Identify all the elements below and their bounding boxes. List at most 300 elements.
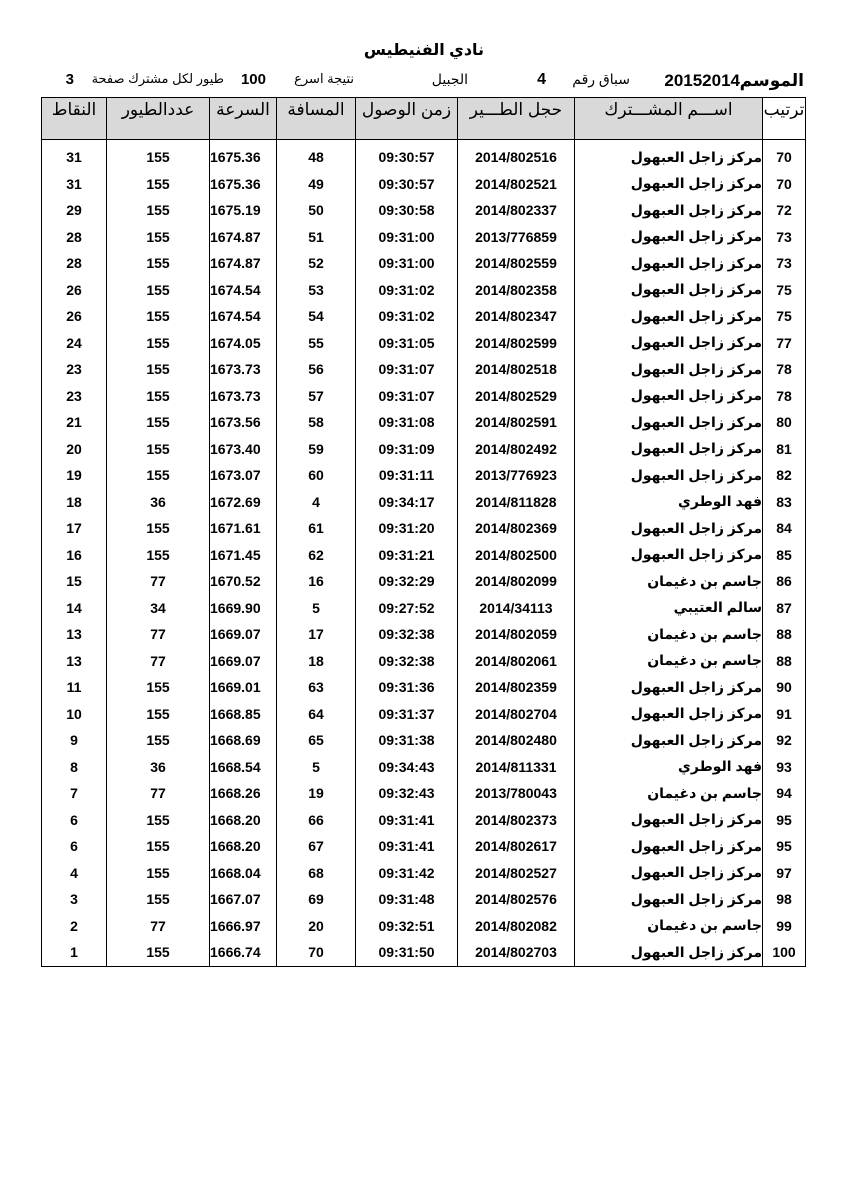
points-cell: 15 — [42, 568, 107, 595]
distance-cell: 48 — [277, 144, 356, 171]
rank-cell: 75 — [763, 303, 806, 330]
arrival-time-cell: 09:32:38 — [356, 621, 458, 648]
table-row — [42, 330, 806, 357]
participant-name-cell: مركز زاجل العبهول — [575, 674, 763, 701]
distance-cell: 69 — [277, 886, 356, 913]
rank-cell: 88 — [763, 621, 806, 648]
points-cell: 31 — [42, 144, 107, 171]
arrival-time-cell: 09:31:09 — [356, 436, 458, 463]
ring-number-cell: 2014/802358 — [458, 277, 575, 304]
arrival-time-cell: 09:31:20 — [356, 515, 458, 542]
column-header-rank: ترتيب — [763, 98, 806, 140]
participant-name-cell: مركز زاجل العبهول — [575, 833, 763, 860]
speed-cell: 1667.07 — [210, 886, 277, 913]
column-header-points: النقاط — [42, 98, 107, 140]
participant-name-cell: مركز زاجل العبهول — [575, 330, 763, 357]
speed-cell: 1668.20 — [210, 833, 277, 860]
speed-cell: 1673.56 — [210, 409, 277, 436]
ring-number-cell: 2014/802704 — [458, 701, 575, 728]
table-row — [42, 303, 806, 330]
rank-cell: 95 — [763, 807, 806, 834]
points-cell: 23 — [42, 356, 107, 383]
rank-cell: 87 — [763, 595, 806, 622]
speed-cell: 1675.36 — [210, 171, 277, 198]
rank-cell: 82 — [763, 462, 806, 489]
table-row — [42, 489, 806, 516]
arrival-time-cell: 09:31:50 — [356, 939, 458, 966]
points-cell: 10 — [42, 701, 107, 728]
column-header-arrival: زمن الوصول — [356, 98, 458, 140]
table-row — [42, 542, 806, 569]
table-row — [42, 913, 806, 940]
rank-cell: 94 — [763, 780, 806, 807]
points-cell: 19 — [42, 462, 107, 489]
points-cell: 1 — [42, 939, 107, 966]
bird-count-cell: 36 — [107, 489, 210, 516]
distance-cell: 54 — [277, 303, 356, 330]
points-cell: 18 — [42, 489, 107, 516]
arrival-time-cell: 09:34:17 — [356, 489, 458, 516]
rank-cell: 75 — [763, 277, 806, 304]
bird-count-cell: 155 — [107, 886, 210, 913]
bird-count-cell: 155 — [107, 515, 210, 542]
ring-number-cell: 2013/780043 — [458, 780, 575, 807]
points-cell: 7 — [42, 780, 107, 807]
speed-cell: 1668.04 — [210, 860, 277, 887]
table-row — [42, 568, 806, 595]
participant-name-cell: مركز زاجل العبهول — [575, 701, 763, 728]
participant-name-cell: مركز زاجل العبهول — [575, 515, 763, 542]
result-label: نتيجة اسرع — [294, 71, 354, 86]
speed-cell: 1675.36 — [210, 144, 277, 171]
speed-cell: 1673.07 — [210, 462, 277, 489]
rank-cell: 72 — [763, 197, 806, 224]
participant-name-cell: مركز زاجل العبهول — [575, 250, 763, 277]
participant-name-cell: مركز زاجل العبهول — [575, 224, 763, 251]
ring-number-cell: 2013/776859 — [458, 224, 575, 251]
speed-cell: 1668.85 — [210, 701, 277, 728]
table-row — [42, 833, 806, 860]
arrival-time-cell: 09:30:57 — [356, 144, 458, 171]
arrival-time-cell: 09:31:36 — [356, 674, 458, 701]
speed-cell: 1668.20 — [210, 807, 277, 834]
results-body — [42, 140, 806, 967]
participant-name-cell: مركز زاجل العبهول — [575, 303, 763, 330]
bird-count-cell: 155 — [107, 701, 210, 728]
participant-name-cell: مركز زاجل العبهول — [575, 409, 763, 436]
bird-count-cell: 155 — [107, 462, 210, 489]
bird-count-cell: 77 — [107, 568, 210, 595]
table-row — [42, 250, 806, 277]
distance-cell: 56 — [277, 356, 356, 383]
ring-number-cell: 2014/802059 — [458, 621, 575, 648]
ring-number-cell: 2014/802369 — [458, 515, 575, 542]
distance-cell: 52 — [277, 250, 356, 277]
season-value: 20152014 — [664, 71, 740, 90]
participant-name-cell: مركز زاجل العبهول — [575, 727, 763, 754]
bird-count-cell: 36 — [107, 754, 210, 781]
bird-count-cell: 155 — [107, 542, 210, 569]
participant-name-cell: مركز زاجل العبهول — [575, 807, 763, 834]
rank-cell: 70 — [763, 144, 806, 171]
participant-name-cell: مركز زاجل العبهول — [575, 542, 763, 569]
distance-cell: 20 — [277, 913, 356, 940]
distance-cell: 18 — [277, 648, 356, 675]
distance-cell: 51 — [277, 224, 356, 251]
bird-count-cell: 155 — [107, 224, 210, 251]
bird-count-cell: 155 — [107, 860, 210, 887]
ring-number-cell: 2014/802492 — [458, 436, 575, 463]
distance-cell: 62 — [277, 542, 356, 569]
result-count-value: 100 — [240, 71, 266, 88]
ring-number-cell: 2014/802703 — [458, 939, 575, 966]
bird-count-cell: 155 — [107, 250, 210, 277]
bird-count-cell: 77 — [107, 621, 210, 648]
rank-cell: 88 — [763, 648, 806, 675]
participant-name-cell: مركز زاجل العبهول — [575, 277, 763, 304]
points-cell: 3 — [42, 886, 107, 913]
points-cell: 13 — [42, 648, 107, 675]
points-cell: 26 — [42, 277, 107, 304]
rank-cell: 83 — [763, 489, 806, 516]
bird-count-cell: 155 — [107, 330, 210, 357]
arrival-time-cell: 09:31:42 — [356, 860, 458, 887]
arrival-time-cell: 09:27:52 — [356, 595, 458, 622]
points-cell: 11 — [42, 674, 107, 701]
table-row — [42, 144, 806, 171]
ring-number-cell: 2014/802576 — [458, 886, 575, 913]
birds-per-participant-label: طيور لكل مشترك صفحة — [91, 71, 224, 86]
ring-number-cell: 2014/802529 — [458, 383, 575, 410]
ring-number-cell: 2014/802518 — [458, 356, 575, 383]
arrival-time-cell: 09:32:29 — [356, 568, 458, 595]
distance-cell: 53 — [277, 277, 356, 304]
points-cell: 21 — [42, 409, 107, 436]
rank-cell: 100 — [763, 939, 806, 966]
arrival-time-cell: 09:32:38 — [356, 648, 458, 675]
ring-number-cell: 2014/802599 — [458, 330, 575, 357]
ring-number-cell: 2014/34113 — [458, 595, 575, 622]
participant-name-cell: جاسم بن دغيمان — [575, 648, 763, 675]
rank-cell: 80 — [763, 409, 806, 436]
bird-count-cell: 155 — [107, 409, 210, 436]
speed-cell: 1671.61 — [210, 515, 277, 542]
participant-name-cell: جاسم بن دغيمان — [575, 913, 763, 940]
speed-cell: 1669.07 — [210, 621, 277, 648]
rank-cell: 81 — [763, 436, 806, 463]
rank-cell: 90 — [763, 674, 806, 701]
speed-cell: 1674.05 — [210, 330, 277, 357]
ring-number-cell: 2014/802521 — [458, 171, 575, 198]
bird-count-cell: 77 — [107, 913, 210, 940]
rank-cell: 97 — [763, 860, 806, 887]
speed-cell: 1675.19 — [210, 197, 277, 224]
rank-cell: 78 — [763, 356, 806, 383]
column-header-distance: المسافة — [277, 98, 356, 140]
rank-cell: 77 — [763, 330, 806, 357]
participant-name-cell: مركز زاجل العبهول — [575, 197, 763, 224]
distance-cell: 16 — [277, 568, 356, 595]
distance-cell: 61 — [277, 515, 356, 542]
points-cell: 28 — [42, 224, 107, 251]
distance-cell: 50 — [277, 197, 356, 224]
table-row — [42, 515, 806, 542]
distance-cell: 67 — [277, 833, 356, 860]
race-number-label: سباق رقم — [572, 71, 630, 87]
ring-number-cell: 2014/802347 — [458, 303, 575, 330]
ring-number-cell: 2014/802480 — [458, 727, 575, 754]
bird-count-cell: 155 — [107, 356, 210, 383]
points-cell: 23 — [42, 383, 107, 410]
participant-name-cell: فهد الوطري — [575, 754, 763, 781]
distance-cell: 65 — [277, 727, 356, 754]
rank-cell: 91 — [763, 701, 806, 728]
ring-number-cell: 2014/802359 — [458, 674, 575, 701]
participant-name-cell: مركز زاجل العبهول — [575, 436, 763, 463]
speed-cell: 1673.73 — [210, 383, 277, 410]
distance-cell: 5 — [277, 754, 356, 781]
rank-cell: 93 — [763, 754, 806, 781]
participant-name-cell: جاسم بن دغيمان — [575, 568, 763, 595]
bird-count-cell: 155 — [107, 939, 210, 966]
arrival-time-cell: 09:31:41 — [356, 833, 458, 860]
arrival-time-cell: 09:34:43 — [356, 754, 458, 781]
bird-count-cell: 77 — [107, 648, 210, 675]
column-header-participant: اســـم المشـــترك — [575, 98, 763, 140]
season-label: الموسم — [739, 71, 804, 90]
arrival-time-cell: 09:31:05 — [356, 330, 458, 357]
ring-number-cell: 2014/802591 — [458, 409, 575, 436]
arrival-time-cell: 09:31:00 — [356, 224, 458, 251]
bird-count-cell: 77 — [107, 780, 210, 807]
table-row — [42, 595, 806, 622]
arrival-time-cell: 09:31:41 — [356, 807, 458, 834]
participant-name-cell: مركز زاجل العبهول — [575, 860, 763, 887]
distance-cell: 17 — [277, 621, 356, 648]
distance-cell: 19 — [277, 780, 356, 807]
table-row — [42, 648, 806, 675]
distance-cell: 58 — [277, 409, 356, 436]
speed-cell: 1669.90 — [210, 595, 277, 622]
distance-cell: 57 — [277, 383, 356, 410]
table-row — [42, 197, 806, 224]
speed-cell: 1674.54 — [210, 277, 277, 304]
table-row — [42, 409, 806, 436]
ring-number-cell: 2014/802099 — [458, 568, 575, 595]
speed-cell: 1671.45 — [210, 542, 277, 569]
table-row — [42, 939, 806, 966]
speed-cell: 1673.40 — [210, 436, 277, 463]
bird-count-cell: 155 — [107, 144, 210, 171]
arrival-time-cell: 09:31:37 — [356, 701, 458, 728]
points-cell: 8 — [42, 754, 107, 781]
participant-name-cell: فهد الوطري — [575, 489, 763, 516]
points-cell: 2 — [42, 913, 107, 940]
ring-number-cell: 2014/802516 — [458, 144, 575, 171]
race-location: الجبيل — [431, 71, 468, 87]
rank-cell: 98 — [763, 886, 806, 913]
distance-cell: 59 — [277, 436, 356, 463]
distance-cell: 70 — [277, 939, 356, 966]
speed-cell: 1669.07 — [210, 648, 277, 675]
bird-count-cell: 155 — [107, 727, 210, 754]
rank-cell: 84 — [763, 515, 806, 542]
bird-count-cell: 155 — [107, 674, 210, 701]
distance-cell: 55 — [277, 330, 356, 357]
table-row — [42, 383, 806, 410]
ring-number-cell: 2014/811331 — [458, 754, 575, 781]
speed-cell: 1668.69 — [210, 727, 277, 754]
arrival-time-cell: 09:31:07 — [356, 356, 458, 383]
table-row — [42, 886, 806, 913]
arrival-time-cell: 09:30:57 — [356, 171, 458, 198]
rank-cell: 73 — [763, 250, 806, 277]
ring-number-cell: 2014/811828 — [458, 489, 575, 516]
rank-cell: 73 — [763, 224, 806, 251]
participant-name-cell: مركز زاجل العبهول — [575, 144, 763, 171]
points-cell: 14 — [42, 595, 107, 622]
distance-cell: 68 — [277, 860, 356, 887]
bird-count-cell: 155 — [107, 277, 210, 304]
race-number-value: 4 — [537, 71, 546, 88]
bird-count-cell: 155 — [107, 197, 210, 224]
participant-name-cell: مركز زاجل العبهول — [575, 171, 763, 198]
ring-number-cell: 2013/776923 — [458, 462, 575, 489]
speed-cell: 1673.73 — [210, 356, 277, 383]
participant-name-cell: مركز زاجل العبهول — [575, 462, 763, 489]
table-row — [42, 621, 806, 648]
speed-cell: 1674.87 — [210, 224, 277, 251]
table-header-row — [42, 98, 806, 140]
bird-count-cell: 155 — [107, 171, 210, 198]
ring-number-cell: 2014/802500 — [458, 542, 575, 569]
participant-name-cell: جاسم بن دغيمان — [575, 780, 763, 807]
ring-number-cell: 2014/802082 — [458, 913, 575, 940]
distance-cell: 60 — [277, 462, 356, 489]
points-cell: 13 — [42, 621, 107, 648]
bird-count-cell: 155 — [107, 436, 210, 463]
arrival-time-cell: 09:31:07 — [356, 383, 458, 410]
points-cell: 6 — [42, 807, 107, 834]
race-info-bar — [40, 71, 804, 93]
table-row — [42, 701, 806, 728]
rank-cell: 86 — [763, 568, 806, 595]
points-cell: 9 — [42, 727, 107, 754]
points-cell: 20 — [42, 436, 107, 463]
rank-cell: 99 — [763, 913, 806, 940]
table-row — [42, 171, 806, 198]
club-title: نادي الفنيطيس — [363, 42, 485, 59]
points-cell: 24 — [42, 330, 107, 357]
arrival-time-cell: 09:31:38 — [356, 727, 458, 754]
distance-cell: 4 — [277, 489, 356, 516]
points-cell: 31 — [42, 171, 107, 198]
speed-cell: 1666.97 — [210, 913, 277, 940]
distance-cell: 5 — [277, 595, 356, 622]
rank-cell: 85 — [763, 542, 806, 569]
arrival-time-cell: 09:31:02 — [356, 303, 458, 330]
arrival-time-cell: 09:31:48 — [356, 886, 458, 913]
table-row — [42, 860, 806, 887]
distance-cell: 63 — [277, 674, 356, 701]
points-cell: 28 — [42, 250, 107, 277]
speed-cell: 1674.87 — [210, 250, 277, 277]
arrival-time-cell: 09:31:21 — [356, 542, 458, 569]
bird-count-cell: 34 — [107, 595, 210, 622]
page-number-value: 3 — [65, 71, 74, 88]
table-row — [42, 674, 806, 701]
arrival-time-cell: 09:30:58 — [356, 197, 458, 224]
speed-cell: 1668.54 — [210, 754, 277, 781]
participant-name-cell: جاسم بن دغيمان — [575, 621, 763, 648]
speed-cell: 1674.54 — [210, 303, 277, 330]
distance-cell: 64 — [277, 701, 356, 728]
participant-name-cell: مركز زاجل العبهول — [575, 383, 763, 410]
bird-count-cell: 155 — [107, 303, 210, 330]
results-table — [41, 97, 806, 967]
column-header-birds: عددالطيور — [107, 98, 210, 140]
speed-cell: 1672.69 — [210, 489, 277, 516]
points-cell: 6 — [42, 833, 107, 860]
table-row — [42, 807, 806, 834]
speed-cell: 1668.26 — [210, 780, 277, 807]
rank-cell: 78 — [763, 383, 806, 410]
arrival-time-cell: 09:31:00 — [356, 250, 458, 277]
rank-cell: 70 — [763, 171, 806, 198]
bird-count-cell: 155 — [107, 807, 210, 834]
table-row — [42, 727, 806, 754]
table-row — [42, 780, 806, 807]
arrival-time-cell: 09:31:11 — [356, 462, 458, 489]
ring-number-cell: 2014/802617 — [458, 833, 575, 860]
column-header-ring: حجل الطـــير — [458, 98, 575, 140]
table-row — [42, 224, 806, 251]
speed-cell: 1666.74 — [210, 939, 277, 966]
points-cell: 26 — [42, 303, 107, 330]
column-header-speed: السرعة — [210, 98, 277, 140]
ring-number-cell: 2014/802337 — [458, 197, 575, 224]
arrival-time-cell: 09:32:51 — [356, 913, 458, 940]
points-cell: 17 — [42, 515, 107, 542]
table-row — [42, 754, 806, 781]
speed-cell: 1669.01 — [210, 674, 277, 701]
arrival-time-cell: 09:31:08 — [356, 409, 458, 436]
table-row — [42, 462, 806, 489]
bird-count-cell: 155 — [107, 833, 210, 860]
ring-number-cell: 2014/802061 — [458, 648, 575, 675]
ring-number-cell: 2014/802527 — [458, 860, 575, 887]
ring-number-cell: 2014/802559 — [458, 250, 575, 277]
speed-cell: 1670.52 — [210, 568, 277, 595]
points-cell: 4 — [42, 860, 107, 887]
table-row — [42, 277, 806, 304]
participant-name-cell: مركز زاجل العبهول — [575, 356, 763, 383]
points-cell: 16 — [42, 542, 107, 569]
participant-name-cell: سالم العتيبي — [575, 595, 763, 622]
participant-name-cell: مركز زاجل العبهول — [575, 886, 763, 913]
rank-cell: 95 — [763, 833, 806, 860]
ring-number-cell: 2014/802373 — [458, 807, 575, 834]
bird-count-cell: 155 — [107, 383, 210, 410]
distance-cell: 66 — [277, 807, 356, 834]
arrival-time-cell: 09:31:02 — [356, 277, 458, 304]
points-cell: 29 — [42, 197, 107, 224]
arrival-time-cell: 09:32:43 — [356, 780, 458, 807]
distance-cell: 49 — [277, 171, 356, 198]
rank-cell: 92 — [763, 727, 806, 754]
participant-name-cell: مركز زاجل العبهول — [575, 939, 763, 966]
table-row — [42, 356, 806, 383]
